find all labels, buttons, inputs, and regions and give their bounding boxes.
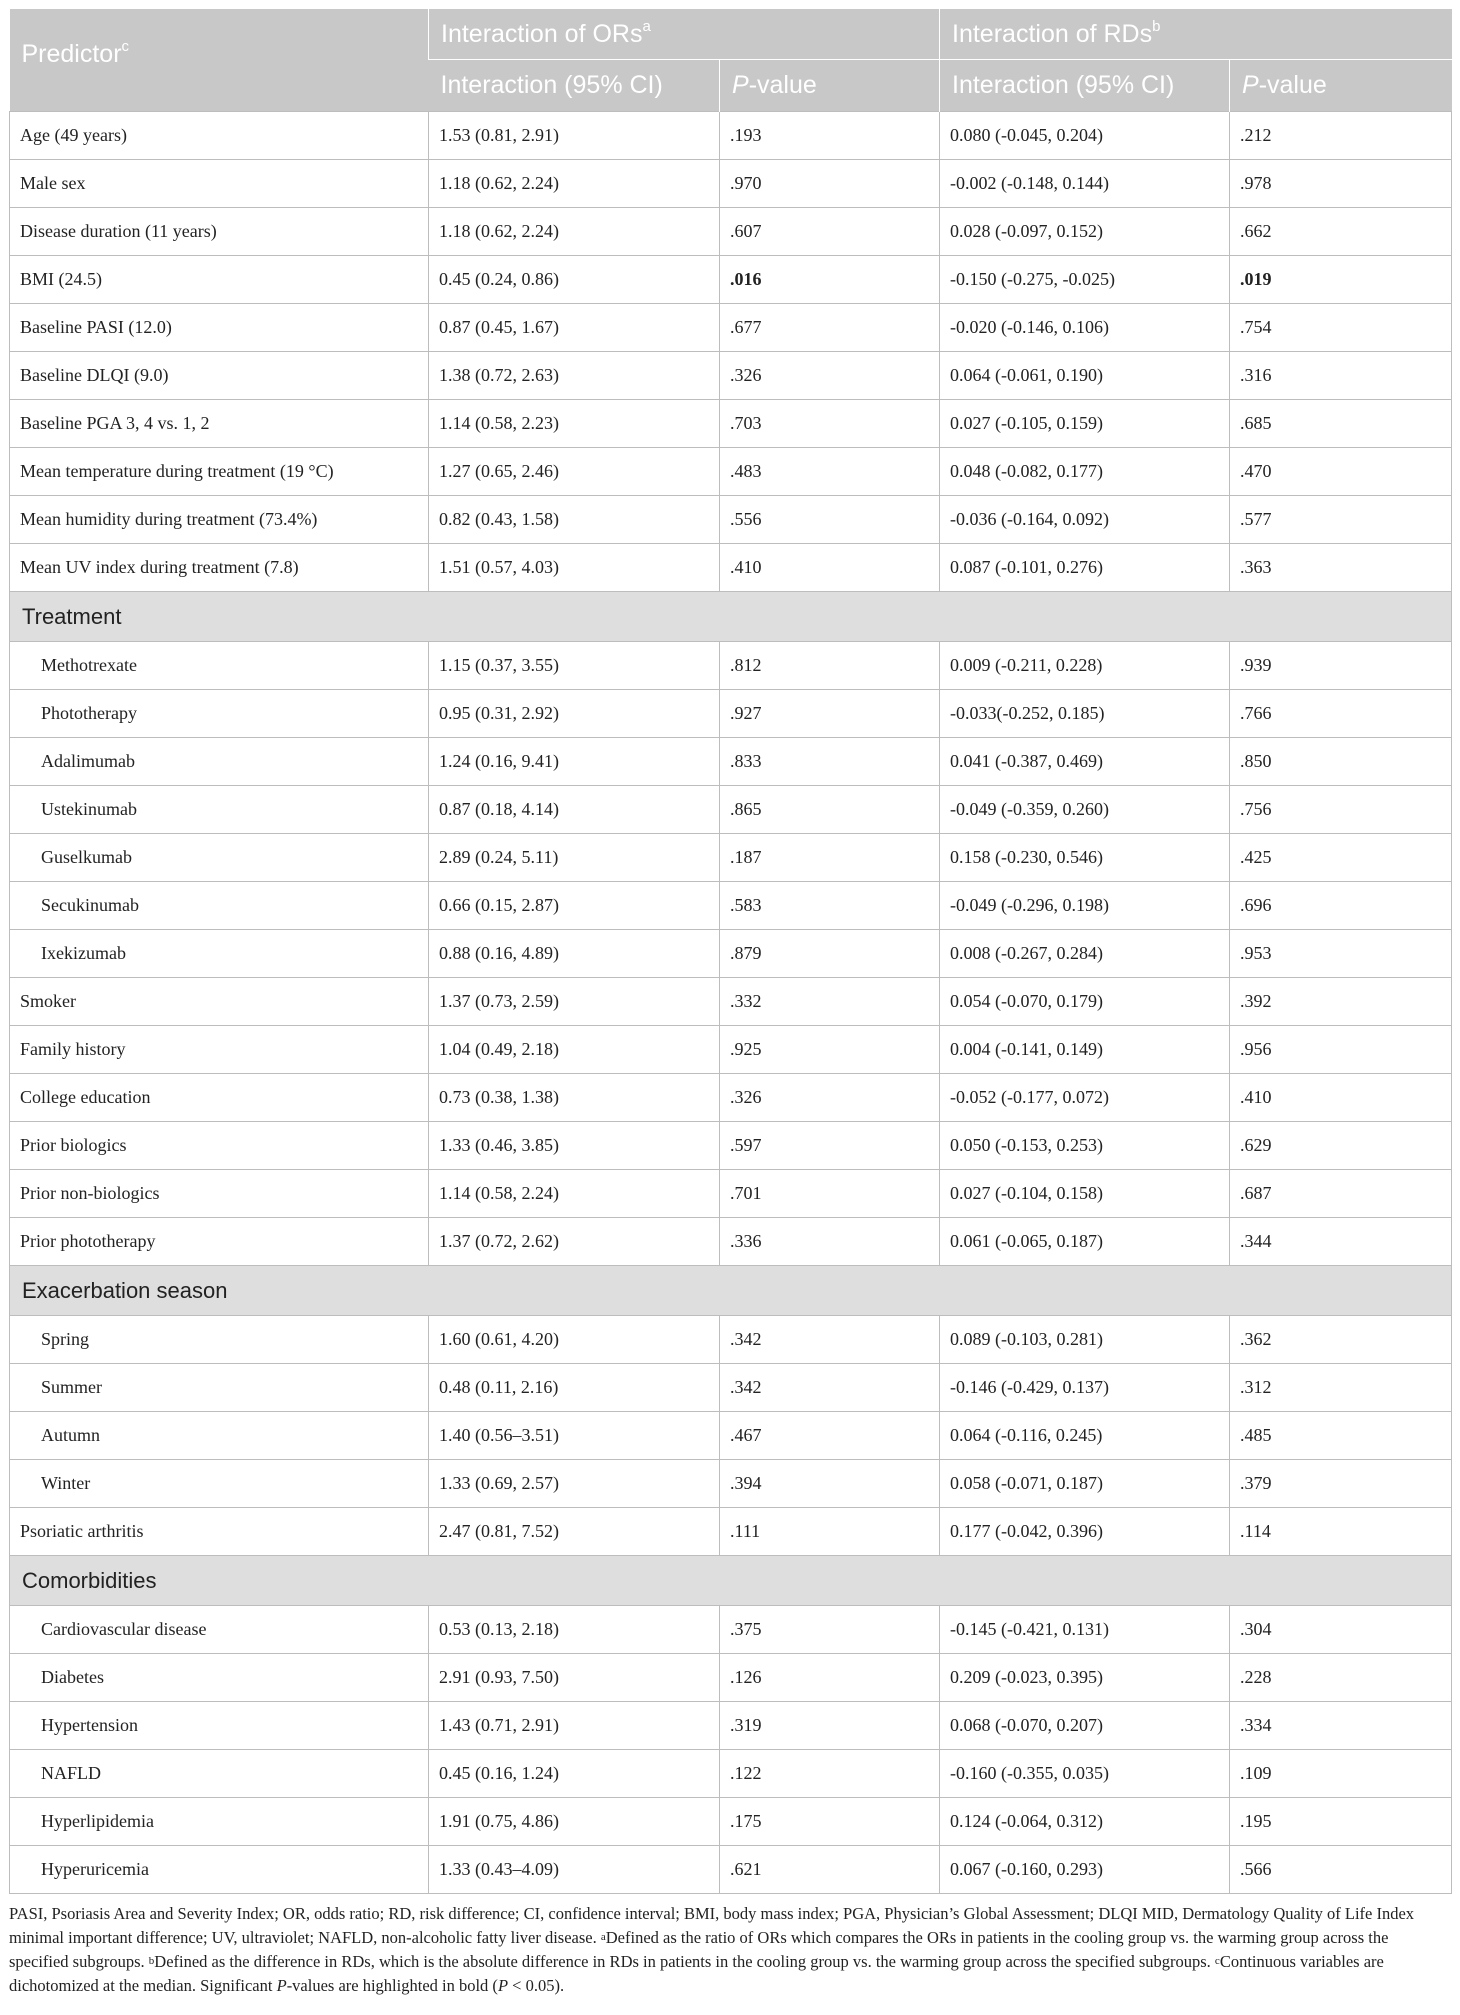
- rd-pvalue-cell: .316: [1230, 352, 1452, 400]
- or-pvalue-cell: .701: [720, 1170, 940, 1218]
- rd-pvalue-cell: .754: [1230, 304, 1452, 352]
- rd-interaction-cell: 0.050 (-0.153, 0.253): [940, 1122, 1230, 1170]
- or-interaction-cell: 1.14 (0.58, 2.24): [429, 1170, 720, 1218]
- table-row: [10, 642, 1452, 690]
- predictor-cell: Hypertension: [10, 1702, 429, 1750]
- rd-interaction-cell: 0.028 (-0.097, 0.152): [940, 208, 1230, 256]
- table-row: [10, 690, 1452, 738]
- rd-interaction-cell: 0.064 (-0.061, 0.190): [940, 352, 1230, 400]
- rd-interaction-cell: 0.067 (-0.160, 0.293): [940, 1846, 1230, 1894]
- or-pvalue-cell: .126: [720, 1654, 940, 1702]
- table-row: [10, 352, 1452, 400]
- or-pvalue-cell: .111: [720, 1508, 940, 1556]
- or-group-label: Interaction of ORs: [441, 19, 643, 48]
- or-interaction-cell: 0.53 (0.13, 2.18): [429, 1606, 720, 1654]
- rd-pvalue-cell: .304: [1230, 1606, 1452, 1654]
- predictor-cell: NAFLD: [10, 1750, 429, 1798]
- or-interaction-cell: 1.60 (0.61, 4.20): [429, 1316, 720, 1364]
- table-row: [10, 882, 1452, 930]
- rd-interaction-cell: -0.020 (-0.146, 0.106): [940, 304, 1230, 352]
- predictor-cell: Summer: [10, 1364, 429, 1412]
- table-row: [10, 400, 1452, 448]
- rd-interaction-cell: -0.160 (-0.355, 0.035): [940, 1750, 1230, 1798]
- rd-pvalue-cell: .566: [1230, 1846, 1452, 1894]
- rd-interaction-cell: 0.054 (-0.070, 0.179): [940, 978, 1230, 1026]
- table-row: [10, 1026, 1452, 1074]
- table-row: [10, 1702, 1452, 1750]
- rd-interaction-cell: 0.048 (-0.082, 0.177): [940, 448, 1230, 496]
- table-row: [10, 1798, 1452, 1846]
- rd-interaction-cell: 0.009 (-0.211, 0.228): [940, 642, 1230, 690]
- rd-interaction-cell: -0.002 (-0.148, 0.144): [940, 160, 1230, 208]
- predictor-cell: Smoker: [10, 978, 429, 1026]
- footnote-b-text: Defined as the difference in RDs, which is the absolute difference in RDs in patients in the cooling group vs. the warming group across the specified subgroups.: [154, 1952, 1215, 1971]
- rd-interaction-cell: 0.008 (-0.267, 0.284): [940, 930, 1230, 978]
- table-row: [10, 304, 1452, 352]
- or-interaction-cell: 2.91 (0.93, 7.50): [429, 1654, 720, 1702]
- table-row: [10, 1508, 1452, 1556]
- predictor-cell: Cardiovascular disease: [10, 1606, 429, 1654]
- or-pvalue-cell: .597: [720, 1122, 940, 1170]
- rd-interaction-cell: -0.145 (-0.421, 0.131): [940, 1606, 1230, 1654]
- or-interaction-cell: 1.18 (0.62, 2.24): [429, 160, 720, 208]
- or-pvalue-cell: .342: [720, 1316, 940, 1364]
- or-interaction-cell: 1.40 (0.56–3.51): [429, 1412, 720, 1460]
- rd-interaction-cell: 0.177 (-0.042, 0.396): [940, 1508, 1230, 1556]
- rd-interaction-cell: -0.036 (-0.164, 0.092): [940, 496, 1230, 544]
- predictor-cell: Age (49 years): [10, 112, 429, 160]
- rd-pvalue-cell: .425: [1230, 834, 1452, 882]
- table-row: [10, 1122, 1452, 1170]
- table-row: [10, 1750, 1452, 1798]
- rd-interaction-cell: 0.089 (-0.103, 0.281): [940, 1316, 1230, 1364]
- or-pvalue-cell: .326: [720, 352, 940, 400]
- or-pvalue-cell: .342: [720, 1364, 940, 1412]
- rd-group-label: Interaction of RDs: [952, 19, 1153, 48]
- rd-pvalue-cell: .195: [1230, 1798, 1452, 1846]
- rd-interaction-cell: 0.124 (-0.064, 0.312): [940, 1798, 1230, 1846]
- footnote-c-p-2: P: [497, 1976, 509, 1995]
- rd-pvalue-cell: .212: [1230, 112, 1452, 160]
- or-interaction-cell: 1.04 (0.49, 2.18): [429, 1026, 720, 1074]
- or-pvalue-header: [720, 60, 940, 112]
- footnote-c-text-3: < 0.05).: [508, 1976, 565, 1995]
- rd-interaction-cell: 0.027 (-0.105, 0.159): [940, 400, 1230, 448]
- predictor-cell: Prior phototherapy: [10, 1218, 429, 1266]
- rd-interaction-cell: -0.033(-0.252, 0.185): [940, 690, 1230, 738]
- table-row: [10, 496, 1452, 544]
- or-interaction-cell: 1.18 (0.62, 2.24): [429, 208, 720, 256]
- or-interaction-cell: 1.51 (0.57, 4.03): [429, 544, 720, 592]
- rd-interaction-cell: 0.080 (-0.045, 0.204): [940, 112, 1230, 160]
- or-interaction-cell: 0.45 (0.24, 0.86): [429, 256, 720, 304]
- or-pvalue-cell: .122: [720, 1750, 940, 1798]
- table-row: [10, 834, 1452, 882]
- rd-footnote-mark: b: [1152, 17, 1161, 35]
- rd-pvalue-cell: .363: [1230, 544, 1452, 592]
- or-interaction-cell: 0.88 (0.16, 4.89): [429, 930, 720, 978]
- rd-pvalue-cell: .410: [1230, 1074, 1452, 1122]
- table-row: [10, 738, 1452, 786]
- or-interaction-cell: 0.82 (0.43, 1.58): [429, 496, 720, 544]
- rd-interaction-cell: 0.064 (-0.116, 0.245): [940, 1412, 1230, 1460]
- rd-interaction-cell: -0.052 (-0.177, 0.072): [940, 1074, 1230, 1122]
- table-row: [10, 448, 1452, 496]
- or-interaction-cell: 0.66 (0.15, 2.87): [429, 882, 720, 930]
- predictor-cell: Psoriatic arthritis: [10, 1508, 429, 1556]
- or-pvalue-cell: .925: [720, 1026, 940, 1074]
- or-interaction-cell: 1.33 (0.69, 2.57): [429, 1460, 720, 1508]
- table-row: [10, 1460, 1452, 1508]
- rd-interaction-cell: 0.041 (-0.387, 0.469): [940, 738, 1230, 786]
- or-pvalue-cell: .016: [720, 256, 940, 304]
- predictor-cell: Baseline DLQI (9.0): [10, 352, 429, 400]
- predictor-cell: Hyperuricemia: [10, 1846, 429, 1894]
- rd-pvalue-cell: .019: [1230, 256, 1452, 304]
- predictor-cell: Prior non-biologics: [10, 1170, 429, 1218]
- rd-pvalue-header: [1230, 60, 1452, 112]
- or-interaction-cell: 0.95 (0.31, 2.92): [429, 690, 720, 738]
- rd-interaction-cell: 0.068 (-0.070, 0.207): [940, 1702, 1230, 1750]
- rd-interaction-cell: 0.058 (-0.071, 0.187): [940, 1460, 1230, 1508]
- table-row: [10, 786, 1452, 834]
- predictor-cell: Ustekinumab: [10, 786, 429, 834]
- table-footnote: [9, 1902, 1451, 1998]
- predictor-cell: Family history: [10, 1026, 429, 1074]
- table-row: [10, 1412, 1452, 1460]
- rd-interaction-cell: 0.087 (-0.101, 0.276): [940, 544, 1230, 592]
- predictor-cell: Adalimumab: [10, 738, 429, 786]
- or-pvalue-cell: .583: [720, 882, 940, 930]
- or-interaction-cell: 1.27 (0.65, 2.46): [429, 448, 720, 496]
- or-interaction-cell: 1.37 (0.73, 2.59): [429, 978, 720, 1026]
- table-row: [10, 1316, 1452, 1364]
- table-row: [10, 1606, 1452, 1654]
- predictor-cell: Baseline PASI (12.0): [10, 304, 429, 352]
- section-header-row: [10, 1556, 1452, 1606]
- or-interaction-cell: 1.43 (0.71, 2.91): [429, 1702, 720, 1750]
- rd-pvalue-cell: .392: [1230, 978, 1452, 1026]
- or-pvalue-cell: .483: [720, 448, 940, 496]
- footnote-b-mark: b: [148, 1955, 155, 1967]
- or-interaction-cell: 0.48 (0.11, 2.16): [429, 1364, 720, 1412]
- predictor-cell: Phototherapy: [10, 690, 429, 738]
- predictor-cell: Prior biologics: [10, 1122, 429, 1170]
- predictor-header: [10, 9, 429, 112]
- rd-pvalue-cell: .696: [1230, 882, 1452, 930]
- or-p-italic: P: [732, 71, 749, 99]
- rd-pvalue-cell: .766: [1230, 690, 1452, 738]
- rd-pvalue-cell: .939: [1230, 642, 1452, 690]
- or-interaction-header: Interaction (95% CI): [429, 60, 720, 112]
- rd-pvalue-cell: .953: [1230, 930, 1452, 978]
- rd-pvalue-cell: .629: [1230, 1122, 1452, 1170]
- or-interaction-cell: 1.33 (0.46, 3.85): [429, 1122, 720, 1170]
- rd-pvalue-cell: .685: [1230, 400, 1452, 448]
- section-label: Exacerbation season: [10, 1266, 1452, 1316]
- table-row: [10, 160, 1452, 208]
- or-pvalue-cell: .332: [720, 978, 940, 1026]
- predictor-header-label: Predictor: [21, 39, 122, 68]
- rd-pvalue-cell: .978: [1230, 160, 1452, 208]
- or-interaction-cell: 0.73 (0.38, 1.38): [429, 1074, 720, 1122]
- section-header-row: [10, 1266, 1452, 1316]
- section-label: Treatment: [10, 592, 1452, 642]
- table-row: [10, 978, 1452, 1026]
- or-pvalue-cell: .394: [720, 1460, 940, 1508]
- or-interaction-cell: 1.37 (0.72, 2.62): [429, 1218, 720, 1266]
- predictor-cell: Guselkumab: [10, 834, 429, 882]
- or-pvalue-cell: .193: [720, 112, 940, 160]
- or-interaction-cell: 1.24 (0.16, 9.41): [429, 738, 720, 786]
- predictor-cell: College education: [10, 1074, 429, 1122]
- table-row: [10, 256, 1452, 304]
- or-interaction-cell: 2.89 (0.24, 5.11): [429, 834, 720, 882]
- rd-pvalue-cell: .379: [1230, 1460, 1452, 1508]
- predictor-footnote-mark: c: [121, 37, 130, 55]
- rd-pvalue-cell: .362: [1230, 1316, 1452, 1364]
- or-interaction-cell: 1.33 (0.43–4.09): [429, 1846, 720, 1894]
- table-row: [10, 1074, 1452, 1122]
- rd-pvalue-cell: .756: [1230, 786, 1452, 834]
- or-pvalue-cell: .812: [720, 642, 940, 690]
- or-pvalue-cell: .467: [720, 1412, 940, 1460]
- footnote-c-text-1: Continuous variables are dichotomized at the median. Significant: [9, 1952, 1384, 1995]
- predictor-cell: Diabetes: [10, 1654, 429, 1702]
- footnote-c-text-2: -values are highlighted in bold (: [286, 1976, 498, 1995]
- footnote-c-p: P: [276, 1976, 287, 1995]
- predictor-cell: Methotrexate: [10, 642, 429, 690]
- or-interaction-cell: 0.45 (0.16, 1.24): [429, 1750, 720, 1798]
- or-group-header: [429, 9, 940, 60]
- or-pvalue-cell: .677: [720, 304, 940, 352]
- or-interaction-cell: 1.14 (0.58, 2.23): [429, 400, 720, 448]
- section-label: Comorbidities: [10, 1556, 1452, 1606]
- rd-p-italic: P: [1242, 71, 1259, 99]
- section-header-row: [10, 592, 1452, 642]
- or-pvalue-cell: .865: [720, 786, 940, 834]
- or-interaction-cell: 2.47 (0.81, 7.52): [429, 1508, 720, 1556]
- predictor-cell: Baseline PGA 3, 4 vs. 1, 2: [10, 400, 429, 448]
- or-pvalue-cell: .175: [720, 1798, 940, 1846]
- or-pvalue-cell: .970: [720, 160, 940, 208]
- or-interaction-cell: 1.91 (0.75, 4.86): [429, 1798, 720, 1846]
- table-row: [10, 930, 1452, 978]
- or-pvalue-cell: .187: [720, 834, 940, 882]
- rd-interaction-cell: 0.209 (-0.023, 0.395): [940, 1654, 1230, 1702]
- predictor-cell: Autumn: [10, 1412, 429, 1460]
- results-table-container: [9, 9, 1451, 1998]
- or-p-rest: -value: [748, 71, 817, 99]
- predictor-cell: Mean temperature during treatment (19 °C): [10, 448, 429, 496]
- predictor-cell: Male sex: [10, 160, 429, 208]
- or-interaction-cell: 1.15 (0.37, 3.55): [429, 642, 720, 690]
- rd-pvalue-cell: .470: [1230, 448, 1452, 496]
- or-pvalue-cell: .326: [720, 1074, 940, 1122]
- rd-pvalue-cell: .850: [1230, 738, 1452, 786]
- interaction-table: [9, 9, 1452, 1894]
- or-interaction-cell: 1.38 (0.72, 2.63): [429, 352, 720, 400]
- rd-pvalue-cell: .577: [1230, 496, 1452, 544]
- footnote-a-text: Defined as the ratio of ORs which compares the ORs in patients in the cooling group vs. the warming group across the specified subgroups.: [9, 1928, 1389, 1971]
- table-row: [10, 112, 1452, 160]
- predictor-cell: Mean UV index during treatment (7.8): [10, 544, 429, 592]
- rd-p-rest: -value: [1258, 71, 1327, 99]
- table-row: [10, 1218, 1452, 1266]
- table-row: [10, 1364, 1452, 1412]
- rd-pvalue-cell: .228: [1230, 1654, 1452, 1702]
- table-row: [10, 1170, 1452, 1218]
- or-pvalue-cell: .621: [720, 1846, 940, 1894]
- predictor-cell: BMI (24.5): [10, 256, 429, 304]
- rd-interaction-cell: -0.049 (-0.359, 0.260): [940, 786, 1230, 834]
- rd-interaction-cell: 0.158 (-0.230, 0.546): [940, 834, 1230, 882]
- rd-pvalue-cell: .114: [1230, 1508, 1452, 1556]
- or-pvalue-cell: .375: [720, 1606, 940, 1654]
- or-pvalue-cell: .336: [720, 1218, 940, 1266]
- rd-interaction-header: Interaction (95% CI): [940, 60, 1230, 112]
- or-pvalue-cell: .556: [720, 496, 940, 544]
- table-header: [10, 9, 1452, 112]
- table-body: [10, 112, 1452, 1894]
- rd-pvalue-cell: .687: [1230, 1170, 1452, 1218]
- or-interaction-cell: 1.53 (0.81, 2.91): [429, 112, 720, 160]
- or-pvalue-cell: .833: [720, 738, 940, 786]
- or-pvalue-cell: .703: [720, 400, 940, 448]
- or-pvalue-cell: .410: [720, 544, 940, 592]
- or-footnote-mark: a: [642, 17, 651, 35]
- rd-pvalue-cell: .312: [1230, 1364, 1452, 1412]
- or-pvalue-cell: .607: [720, 208, 940, 256]
- rd-interaction-cell: 0.004 (-0.141, 0.149): [940, 1026, 1230, 1074]
- rd-group-header: [940, 9, 1452, 60]
- rd-interaction-cell: -0.049 (-0.296, 0.198): [940, 882, 1230, 930]
- footnote-abbreviations: PASI, Psoriasis Area and Severity Index; OR, odds ratio; RD, risk difference; CI, confidence interval; BMI, body mass index; PGA, Physician’s Global Assessment; DLQI MID, Dermatology Quality of Life Index minimal important difference; UV, ultraviolet; NAFLD, non-alcoholic fatty liver disease.: [9, 1904, 1415, 1947]
- footnote-c-mark: c: [1214, 1955, 1220, 1967]
- or-pvalue-cell: .927: [720, 690, 940, 738]
- rd-pvalue-cell: .334: [1230, 1702, 1452, 1750]
- or-interaction-cell: 0.87 (0.45, 1.67): [429, 304, 720, 352]
- predictor-cell: Winter: [10, 1460, 429, 1508]
- or-interaction-cell: 0.87 (0.18, 4.14): [429, 786, 720, 834]
- rd-interaction-cell: 0.061 (-0.065, 0.187): [940, 1218, 1230, 1266]
- table-row: [10, 208, 1452, 256]
- predictor-cell: Spring: [10, 1316, 429, 1364]
- rd-interaction-cell: -0.150 (-0.275, -0.025): [940, 256, 1230, 304]
- table-row: [10, 544, 1452, 592]
- footnote-a-mark: a: [600, 1931, 606, 1943]
- rd-pvalue-cell: .956: [1230, 1026, 1452, 1074]
- or-pvalue-cell: .879: [720, 930, 940, 978]
- rd-pvalue-cell: .485: [1230, 1412, 1452, 1460]
- predictor-cell: Ixekizumab: [10, 930, 429, 978]
- predictor-cell: Disease duration (11 years): [10, 208, 429, 256]
- rd-pvalue-cell: .109: [1230, 1750, 1452, 1798]
- table-row: [10, 1846, 1452, 1894]
- predictor-cell: Hyperlipidemia: [10, 1798, 429, 1846]
- rd-interaction-cell: 0.027 (-0.104, 0.158): [940, 1170, 1230, 1218]
- rd-pvalue-cell: .662: [1230, 208, 1452, 256]
- table-row: [10, 1654, 1452, 1702]
- predictor-cell: Mean humidity during treatment (73.4%): [10, 496, 429, 544]
- rd-interaction-cell: -0.146 (-0.429, 0.137): [940, 1364, 1230, 1412]
- or-pvalue-cell: .319: [720, 1702, 940, 1750]
- predictor-cell: Secukinumab: [10, 882, 429, 930]
- rd-pvalue-cell: .344: [1230, 1218, 1452, 1266]
